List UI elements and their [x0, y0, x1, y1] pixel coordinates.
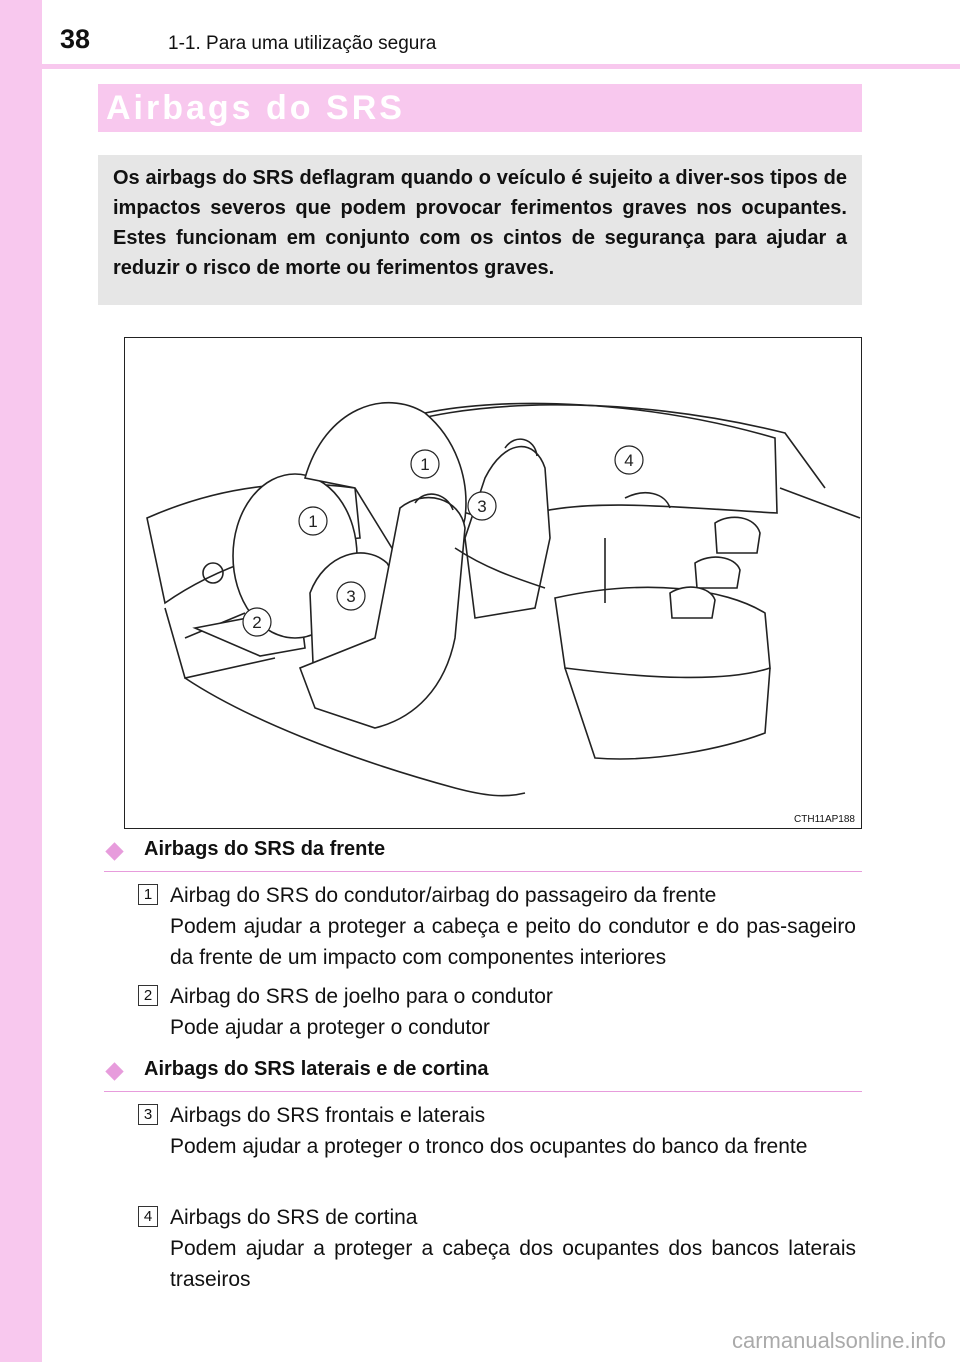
callout-4-curtain: [615, 446, 643, 474]
svg-text:1: 1: [420, 455, 430, 474]
section-label: 1-1. Para uma utilização segura: [168, 33, 437, 54]
svg-text:1: 1: [308, 512, 318, 531]
item-description: Podem ajudar a proteger a cabeça dos ocupantes dos bancos laterais traseiros: [170, 1237, 856, 1291]
item-number: 4: [138, 1206, 158, 1227]
page-title: Airbags do SRS: [106, 89, 405, 127]
header-divider: [42, 64, 960, 69]
svg-text:3: 3: [346, 587, 356, 606]
car-interior-drawing: [125, 338, 862, 829]
item-name: Airbag do SRS do condutor/airbag do passageiro da frente: [170, 884, 717, 907]
rear-headrest: [715, 517, 760, 553]
diamond-bullet-icon: [105, 1062, 123, 1080]
callout-3-passenger-side: [468, 492, 496, 520]
callout-3-front-side: [337, 582, 365, 610]
list-item: [138, 1100, 858, 1196]
svg-text:2: 2: [252, 613, 262, 632]
airbag-illustration: [124, 337, 862, 829]
subheading-text: Airbags do SRS laterais e de cortina: [144, 1058, 489, 1080]
watermark: carmanualsonline.info: [731, 1328, 946, 1353]
item-number: 1: [138, 884, 158, 905]
list-item: [138, 981, 858, 1043]
side-color-bar: [0, 0, 42, 1362]
svg-text:3: 3: [477, 497, 487, 516]
list-item: [138, 880, 858, 976]
item-name: Airbags do SRS frontais e laterais: [170, 1104, 486, 1127]
figure-code: CTH11AP188: [794, 814, 855, 825]
intro-box: [98, 155, 862, 305]
callout-2-knee: [243, 608, 271, 636]
rear-seat: [555, 587, 770, 677]
item-name: Airbags do SRS de cortina: [170, 1206, 418, 1229]
title-bar: [98, 84, 862, 132]
item-name: Airbag do SRS de joelho para o condutor: [170, 985, 553, 1008]
item-description: Podem ajudar a proteger a cabeça e peito do condutor e do pas-sageiro da frente de um impacto com componentes interiores: [170, 915, 856, 969]
subheading-rule: [104, 1091, 862, 1092]
intro-text: Os airbags do SRS deflagram quando o veículo é sujeito a diver-sos tipos de impactos severos que podem provocar ferimentos graves nos ocupantes. Estes funcionam em conjunto com os cintos de segurança para ajudar a reduzir o risco de morte ou ferimentos graves.: [113, 167, 847, 279]
subheading-rule: [104, 871, 862, 872]
svg-text:4: 4: [624, 451, 634, 470]
item-number: 2: [138, 985, 158, 1006]
item-number: 3: [138, 1104, 158, 1125]
subheading-text: Airbags do SRS da frente: [144, 838, 386, 860]
callout-1-passenger: [411, 450, 439, 478]
list-item: [138, 1202, 858, 1298]
item-description: Podem ajudar a proteger o tronco dos ocupantes do banco da frente: [170, 1135, 808, 1158]
callout-1-driver: [299, 507, 327, 535]
diamond-bullet-icon: [105, 842, 123, 860]
item-description: Pode ajudar a proteger o condutor: [170, 1016, 490, 1039]
page-number: 38: [60, 24, 91, 54]
